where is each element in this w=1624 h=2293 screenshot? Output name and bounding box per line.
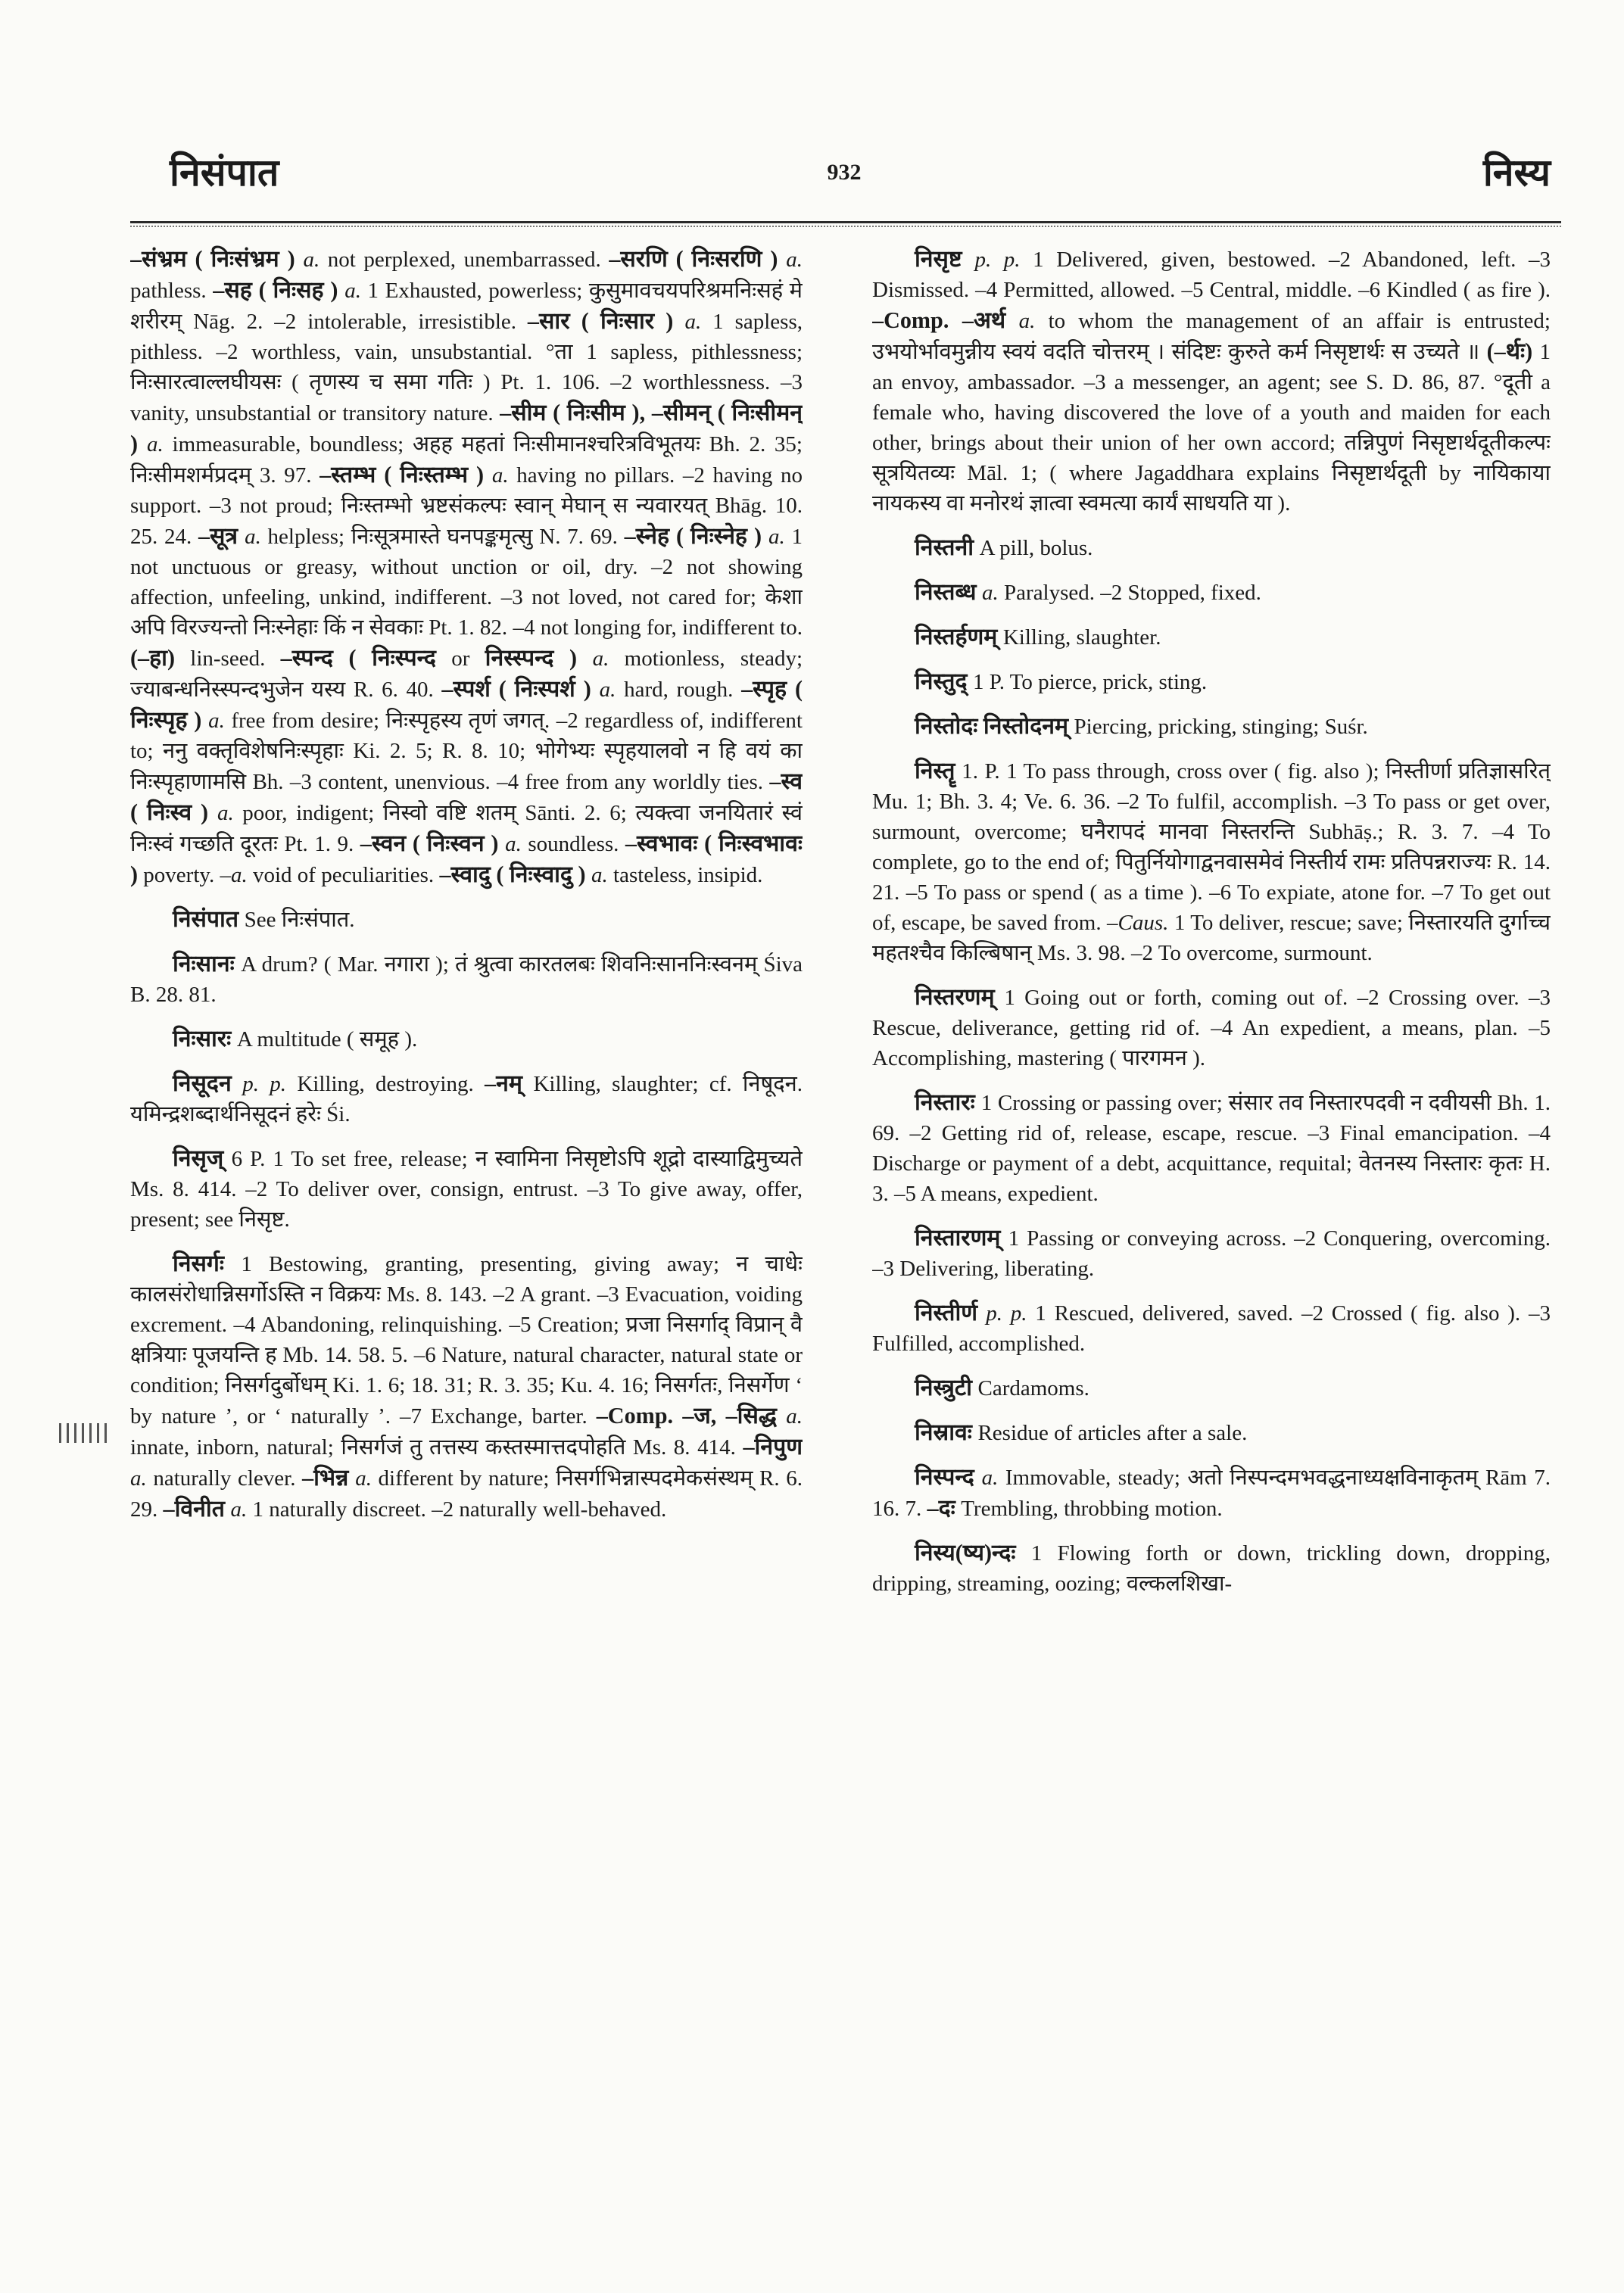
- sub-headword: –स्वभावः ( निःस्वभावः ): [130, 830, 803, 887]
- definition-text: Killing, slaughter; cf. निषूदन. यमिन्द्रशब्दार्थनिसूदनं हरेः Śi.: [130, 1072, 803, 1126]
- grammar-abbreviation: a.: [505, 832, 522, 856]
- grammar-abbreviation: a.: [982, 581, 999, 605]
- sub-headword: –स्नेह ( निःस्नेह ): [624, 523, 769, 549]
- sub-headword: –स्पन्द ( निःस्पन्द: [280, 645, 436, 671]
- headword: निस्तीर्ण: [915, 1300, 987, 1326]
- sub-headword: –स्वन ( निःस्वन ): [360, 830, 506, 856]
- headword: –संभ्रम ( निःसंभ्रम ): [130, 246, 304, 272]
- grammar-abbreviation: a.: [491, 463, 509, 488]
- dictionary-entry: [872, 1417, 1551, 1448]
- definition-text: Piercing, pricking, stinging; Suśr.: [1074, 715, 1368, 739]
- sub-headword: (–र्थः): [1486, 338, 1533, 364]
- dictionary-entry: [130, 1023, 803, 1055]
- grammar-abbreviation: a.: [230, 1497, 248, 1522]
- headword: निस्तोदः निस्तोदनम्: [915, 713, 1074, 739]
- dictionary-entry: [872, 1537, 1551, 1599]
- definition-text: Cardamoms.: [977, 1376, 1089, 1400]
- definition-text: Immovable, steady; अतो निस्पन्दमभवद्धनाध्यक्षविनाकृतम् Rām 7. 16. 7.: [872, 1466, 1551, 1521]
- sub-headword: –स्पर्श ( निःस्पर्श ): [441, 676, 600, 702]
- definition-text: not perplexed, unembarrassed.: [320, 248, 609, 272]
- sub-headword: –सूत्र: [198, 523, 245, 549]
- right-guide-word: निस्य: [1482, 151, 1551, 195]
- definition-text: Killing, destroying.: [286, 1072, 485, 1096]
- dictionary-entry: [130, 1068, 803, 1129]
- page-number: 932: [827, 160, 862, 185]
- dictionary-entry: [872, 244, 1551, 519]
- definition-text: 1 not unctuous or greasy, without unction or oil, dry. –2 not showing affection, unfeeling, unkind, indifferent. –3 not loved, not cared for; केशा अपि विरज्यन्तो निःस्नेहाः किं न सेवकाः Pt. 1. 82. –4 not longing for, indifferent to.: [130, 525, 803, 640]
- headword: निस्तनी: [915, 534, 980, 560]
- dictionary-entry: [872, 532, 1551, 563]
- headword: निस्तारः: [915, 1089, 981, 1115]
- definition-text: 1 Passing or conveying across. –2 Conquering, overcoming. –3 Delivering, liberating.: [872, 1226, 1551, 1281]
- grammar-abbreviation: a.: [786, 1404, 803, 1428]
- sub-headword: –स्तम्भ ( निःस्तम्भ ): [320, 462, 492, 488]
- definition-text: tasteless, insipid.: [607, 863, 763, 887]
- definition-text: A drum? ( Mar. नगारा ); तं श्रुत्वा कारतलबः शिवनिःसाननिःस्वनम् Śiva B. 28. 81.: [130, 952, 803, 1007]
- definition-text: 6 P. 1 To set free, release; न स्वामिना निसृष्टोऽपि शूद्रो दास्याद्विमुच्यते Ms. 8. 414. –2 To deliver over, consign, entrust. –3 To give away, offer, present; see निसृष्ट.: [130, 1147, 803, 1232]
- definition-text: 1 naturally discreet. –2 naturally well-behaved.: [247, 1497, 667, 1522]
- definition-text: or: [435, 646, 485, 671]
- grammar-abbreviation: a.: [981, 1466, 999, 1490]
- definition-text: Trembling, throbbing motion.: [961, 1497, 1223, 1521]
- definition-text: pathless.: [130, 279, 214, 303]
- sub-headword: –Comp. –ज, –सिद्ध: [596, 1403, 787, 1428]
- grammar-abbreviation: a.: [684, 310, 702, 334]
- sub-headword: (–हा): [130, 645, 175, 671]
- definition-text: poverty. –: [138, 863, 231, 887]
- sub-headword: –स्व ( निःस्व ): [130, 768, 803, 825]
- definition-text: 1 To deliver, rescue; save; निस्तारयति दुर्गाच्च महतश्चैव किल्बिषान् Ms. 3. 98. –2 To overcome, surmount.: [872, 911, 1551, 965]
- left-guide-word: निसंपात: [170, 151, 279, 195]
- headword: निस्पन्द: [915, 1464, 982, 1490]
- dictionary-entry: [130, 904, 803, 935]
- headword: निसृज्: [173, 1145, 232, 1171]
- definition-text: Paralysed. –2 Stopped, fixed.: [998, 581, 1261, 605]
- definition-text: free from desire; निःस्पृहस्य तृणं जगत्. –2 regardless of, indifferent to; ननु वक्तृविशेषनिःस्पृहाः Ki. 2. 5; R. 8. 10; भोगेभ्यः स्पृहयालवो न हि वयं का निःस्पृहाणामसि Bh. –3 content, unenvious. –4 free from any worldly ties.: [130, 709, 803, 794]
- dictionary-entry: [872, 1462, 1551, 1524]
- sub-headword: –निपुण: [743, 1434, 803, 1460]
- grammar-abbreviation: a.: [786, 248, 803, 272]
- sub-headword: –दः: [927, 1495, 962, 1521]
- headword: निसंपात: [173, 906, 245, 932]
- grammar-abbreviation: Caus.: [1117, 911, 1169, 935]
- dictionary-entry: [130, 244, 803, 890]
- headword: निःसारः: [173, 1026, 237, 1051]
- scan-mark: [67, 1423, 69, 1443]
- sub-headword: –सह ( निःसह ): [213, 277, 345, 303]
- definition-text: naturally clever.: [146, 1466, 303, 1491]
- grammar-abbreviation: a.: [355, 1466, 372, 1491]
- dictionary-entry: [872, 982, 1551, 1073]
- dictionary-entry: [872, 1087, 1551, 1209]
- dictionary-entry: [872, 711, 1551, 742]
- grammar-abbreviation: a.: [130, 1466, 147, 1491]
- grammar-abbreviation: a.: [591, 863, 608, 887]
- sub-headword: –भिन्न: [302, 1465, 356, 1491]
- headword: निःसानः: [173, 951, 242, 977]
- definition-text: lin-seed.: [175, 646, 281, 671]
- scan-mark: [89, 1423, 92, 1443]
- headword: निस्त्रुटी: [915, 1375, 978, 1400]
- definition-text: 1 Flowing forth or down, trickling down, dropping, dripping, streaming, oozing; वल्कलशिखा-: [872, 1541, 1551, 1596]
- sub-headword: –सरणि ( निःसरणि ): [609, 246, 787, 272]
- dictionary-entry: [130, 1248, 803, 1525]
- dictionary-entry: [130, 949, 803, 1010]
- grammar-abbreviation: a.: [147, 432, 164, 456]
- definition-text: 1 Rescued, delivered, saved. –2 Crossed ( fig. also ). –3 Fulfilled, accomplished.: [872, 1301, 1551, 1356]
- dictionary-entry: [872, 622, 1551, 653]
- definition-text: 1 P. To pierce, prick, sting.: [973, 670, 1208, 694]
- definition-text: different by nature; निसर्गभिन्नास्पदमेकसंस्थम् R. 6. 29.: [130, 1466, 803, 1522]
- definition-text: poor, indigent; निस्वो वष्टि शतम् Sānti. 2. 6; त्यक्त्वा जनयितारं स्वं निःस्वं गच्छति दूरतः Pt. 1. 9.: [130, 801, 803, 856]
- definition-text: A multitude ( समूह ).: [236, 1027, 418, 1051]
- grammar-abbreviation: a.: [1018, 309, 1036, 333]
- grammar-abbreviation: a.: [217, 801, 234, 825]
- scan-mark: [74, 1423, 76, 1443]
- sub-headword: –स्पृह ( निःस्पृह ): [130, 676, 803, 733]
- definition-text: 1 an envoy, ambassador. –3 a messenger, an agent; see S. D. 86, 87. °दूती a female who, having discovered the love of a youth and maiden for each other, brings about their union of her own accord; तन्निपुणं निसृष्टार्थदूतीकल्पः सूत्रयितव्यः Māl. 1; ( where Jagaddhara explains निसृष्टार्थदूती by नायिकाया नायकस्य वा मनोरथं ज्ञात्वा स्वमत्या कार्यं साधयति या ).: [872, 340, 1551, 516]
- header-rule: [130, 221, 1561, 223]
- definition-text: innate, inborn, natural; निसर्गजं तु तत्तस्य कस्तस्मात्तदपोहति Ms. 8. 414.: [130, 1435, 743, 1460]
- page-header: [130, 142, 1558, 210]
- scan-mark: [104, 1423, 107, 1443]
- definition-text: Killing, slaughter.: [1002, 625, 1161, 650]
- headword: निस्रावः: [915, 1419, 978, 1445]
- dictionary-entry: [872, 1298, 1551, 1359]
- sub-headword: –Comp. –अर्थ: [872, 307, 1019, 333]
- grammar-abbreviation: a.: [592, 646, 609, 671]
- dictionary-entry: [872, 577, 1551, 608]
- grammar-abbreviation: a.: [303, 248, 320, 272]
- dictionary-entry: [872, 666, 1551, 697]
- definition-text: A pill, bolus.: [979, 536, 1093, 560]
- definition-text: void of peculiarities.: [247, 863, 440, 887]
- dictionary-entry: [872, 1223, 1551, 1284]
- definition-text: motionless, steady; ज्याबन्धनिस्स्पन्दभुजेन यस्य R. 6. 40.: [130, 646, 803, 702]
- definition-text: 1 Going out or forth, coming out of. –2 Crossing over. –3 Rescue, deliverance, getting rid of. –4 An expedient, a means, plan. –5 Accomplishing, mastering ( पारगमन ).: [872, 986, 1551, 1070]
- grammar-abbreviation: a.: [599, 678, 616, 702]
- definition-text: 1 Crossing or passing over; संसार तव निस्तारपदवी न दवीयसी Bh. 1. 69. –2 Getting rid of, release, escape, rescue. –3 Final emancipation. –4 Discharge or payment of a debt, acquittance, requital; वेतनस्य निस्तारः कृतः H. 3. –5 A means, expedient.: [872, 1091, 1551, 1206]
- sub-headword: –विनीत: [163, 1496, 231, 1522]
- definition-text: hard, rough.: [616, 678, 742, 702]
- grammar-abbreviation: a.: [245, 525, 261, 549]
- headword: निसृष्ट: [915, 246, 975, 272]
- scan-mark: [82, 1423, 84, 1443]
- grammar-abbreviation: a.: [768, 525, 785, 549]
- definition-text: having no pillars. –2 having no support. –3 not proud; निःस्तम्भो भ्रष्टसंकल्पः स्वान् मेघान् स न्यवारयत् Bhāg. 10. 25. 24.: [130, 463, 803, 549]
- right-column: [872, 244, 1551, 2242]
- definition-text: soundless.: [521, 832, 625, 856]
- headword: निस्तॄ: [915, 758, 962, 784]
- dictionary-entry: [130, 1143, 803, 1235]
- definition-text: 1 Delivered, given, bestowed. –2 Abandoned, left. –3 Dismissed. –4 Permitted, allowed. –5 Central, middle. –6 Kindled ( as fire ).: [872, 248, 1551, 302]
- headword: निस्तुद्: [915, 668, 974, 694]
- headword: निस्तब्ध: [915, 579, 983, 605]
- sub-headword: –स्वादु ( निःस्वादु ): [439, 861, 592, 887]
- headword: निस्तरणम्: [915, 984, 1005, 1010]
- scan-mark: [59, 1423, 61, 1443]
- headword: निस्तर्हणम्: [915, 624, 1003, 650]
- grammar-abbreviation: a.: [208, 709, 225, 733]
- grammar-abbreviation: p. p.: [242, 1072, 287, 1096]
- definition-text: Residue of articles after a sale.: [977, 1421, 1248, 1445]
- headword: निसूदन: [173, 1070, 243, 1096]
- definition-text: 1. P. 1 To pass through, cross over ( fig. also ); निस्तीर्णा प्रतिज्ञासरित् Mu. 1; Bh. 3. 4; Ve. 6. 36. –2 To fulfil, accomplish. –3 To pass or get over, surmount, overcome; घनैरापदं मानवा निस्तरन्ति Subhāṣ.; R. 3. 7. –4 To complete, go to the end of; पितुर्नियोगाद्वनवासमेवं निस्तीर्य रामः प्रतिपन्नराज्यः R. 14. 21. –5 To pass or spend ( as a time ). –6 To expiate, atone for. –7 To get out of, escape, be saved from. –: [872, 759, 1551, 935]
- grammar-abbreviation: p. p.: [974, 248, 1021, 272]
- margin-scan-marks: [59, 1423, 127, 1453]
- definition-text: 1 Exhausted, powerless; कुसुमावचयपरिश्रमनिःसहं मे शरीरम् Nāg. 2. –2 intolerable, irresistible.: [130, 279, 803, 334]
- definition-text: 1 Bestowing, granting, presenting, giving away; न चाधेः कालसंरोधान्निसर्गोऽस्ति न विक्रयः Ms. 8. 143. –2 A grant. –3 Evacuation, voiding excrement. –4 Abandoning, relinquishing. –5 Creation; प्रजा निसर्गाद् विप्रान् वै क्षत्रियाः पूजयन्ति ह Mb. 14. 58. 5. –6 Nature, natural character, natural state or condition; निसर्गदुर्बोधम् Ki. 1. 6; 18. 31; R. 3. 35; Ku. 4. 16; निसर्गतः, निसर्गेण ‘ by nature ’, or ‘ naturally ’. –7 Exchange, barter.: [130, 1252, 803, 1428]
- dictionary-entry: [872, 756, 1551, 968]
- headword: निसर्गः: [173, 1251, 242, 1276]
- headword: निस्तारणम्: [915, 1225, 1008, 1251]
- sub-headword: –सीम ( निःसीम ), –सीमन् ( निःसीमन् ): [130, 400, 803, 456]
- definition-text: 1 sapless, pithless. –2 worthless, vain, unsubstantial. °ता 1 sapless, pithlessness; निःसारत्वाल्लघीयसः ( तृणस्य च समा गतिः ) Pt. 1. 106. –2 worthlessness. –3 vanity, unsubstantial or transitory nature.: [130, 310, 803, 425]
- dictionary-entry: [872, 1372, 1551, 1404]
- sub-headword: –सार ( निःसार ): [527, 308, 685, 334]
- left-column: [130, 244, 803, 2242]
- definition-text: immeasurable, boundless; अहह महतां निःसीमानश्चरित्रविभूतयः Bh. 2. 35; निःसीमशर्मप्रदम् 3. 97.: [130, 432, 803, 488]
- definition-text: helpless; निःसूत्रमास्ते घनपङ्कमृत्सु N. 7. 69.: [260, 525, 625, 549]
- grammar-abbreviation: p. p.: [986, 1301, 1027, 1326]
- sub-headword: निस्स्पन्द ): [485, 645, 593, 671]
- definition-text: See निःसंपात.: [244, 908, 355, 932]
- definition-text: to whom the management of an affair is entrusted; उभयोर्भावमुन्नीय स्वयं वदति चोत्तरम् । संदिष्टः कुरुते कर्म निसृष्टार्थः स उच्यते ॥: [872, 309, 1551, 364]
- grammar-abbreviation: a.: [231, 863, 248, 887]
- header-rule-dotted: [130, 226, 1561, 227]
- grammar-abbreviation: a.: [344, 279, 361, 303]
- headword: निस्य(ष्य)न्दः: [915, 1540, 1031, 1566]
- scan-mark: [97, 1423, 99, 1443]
- sub-headword: –नम्: [485, 1070, 534, 1096]
